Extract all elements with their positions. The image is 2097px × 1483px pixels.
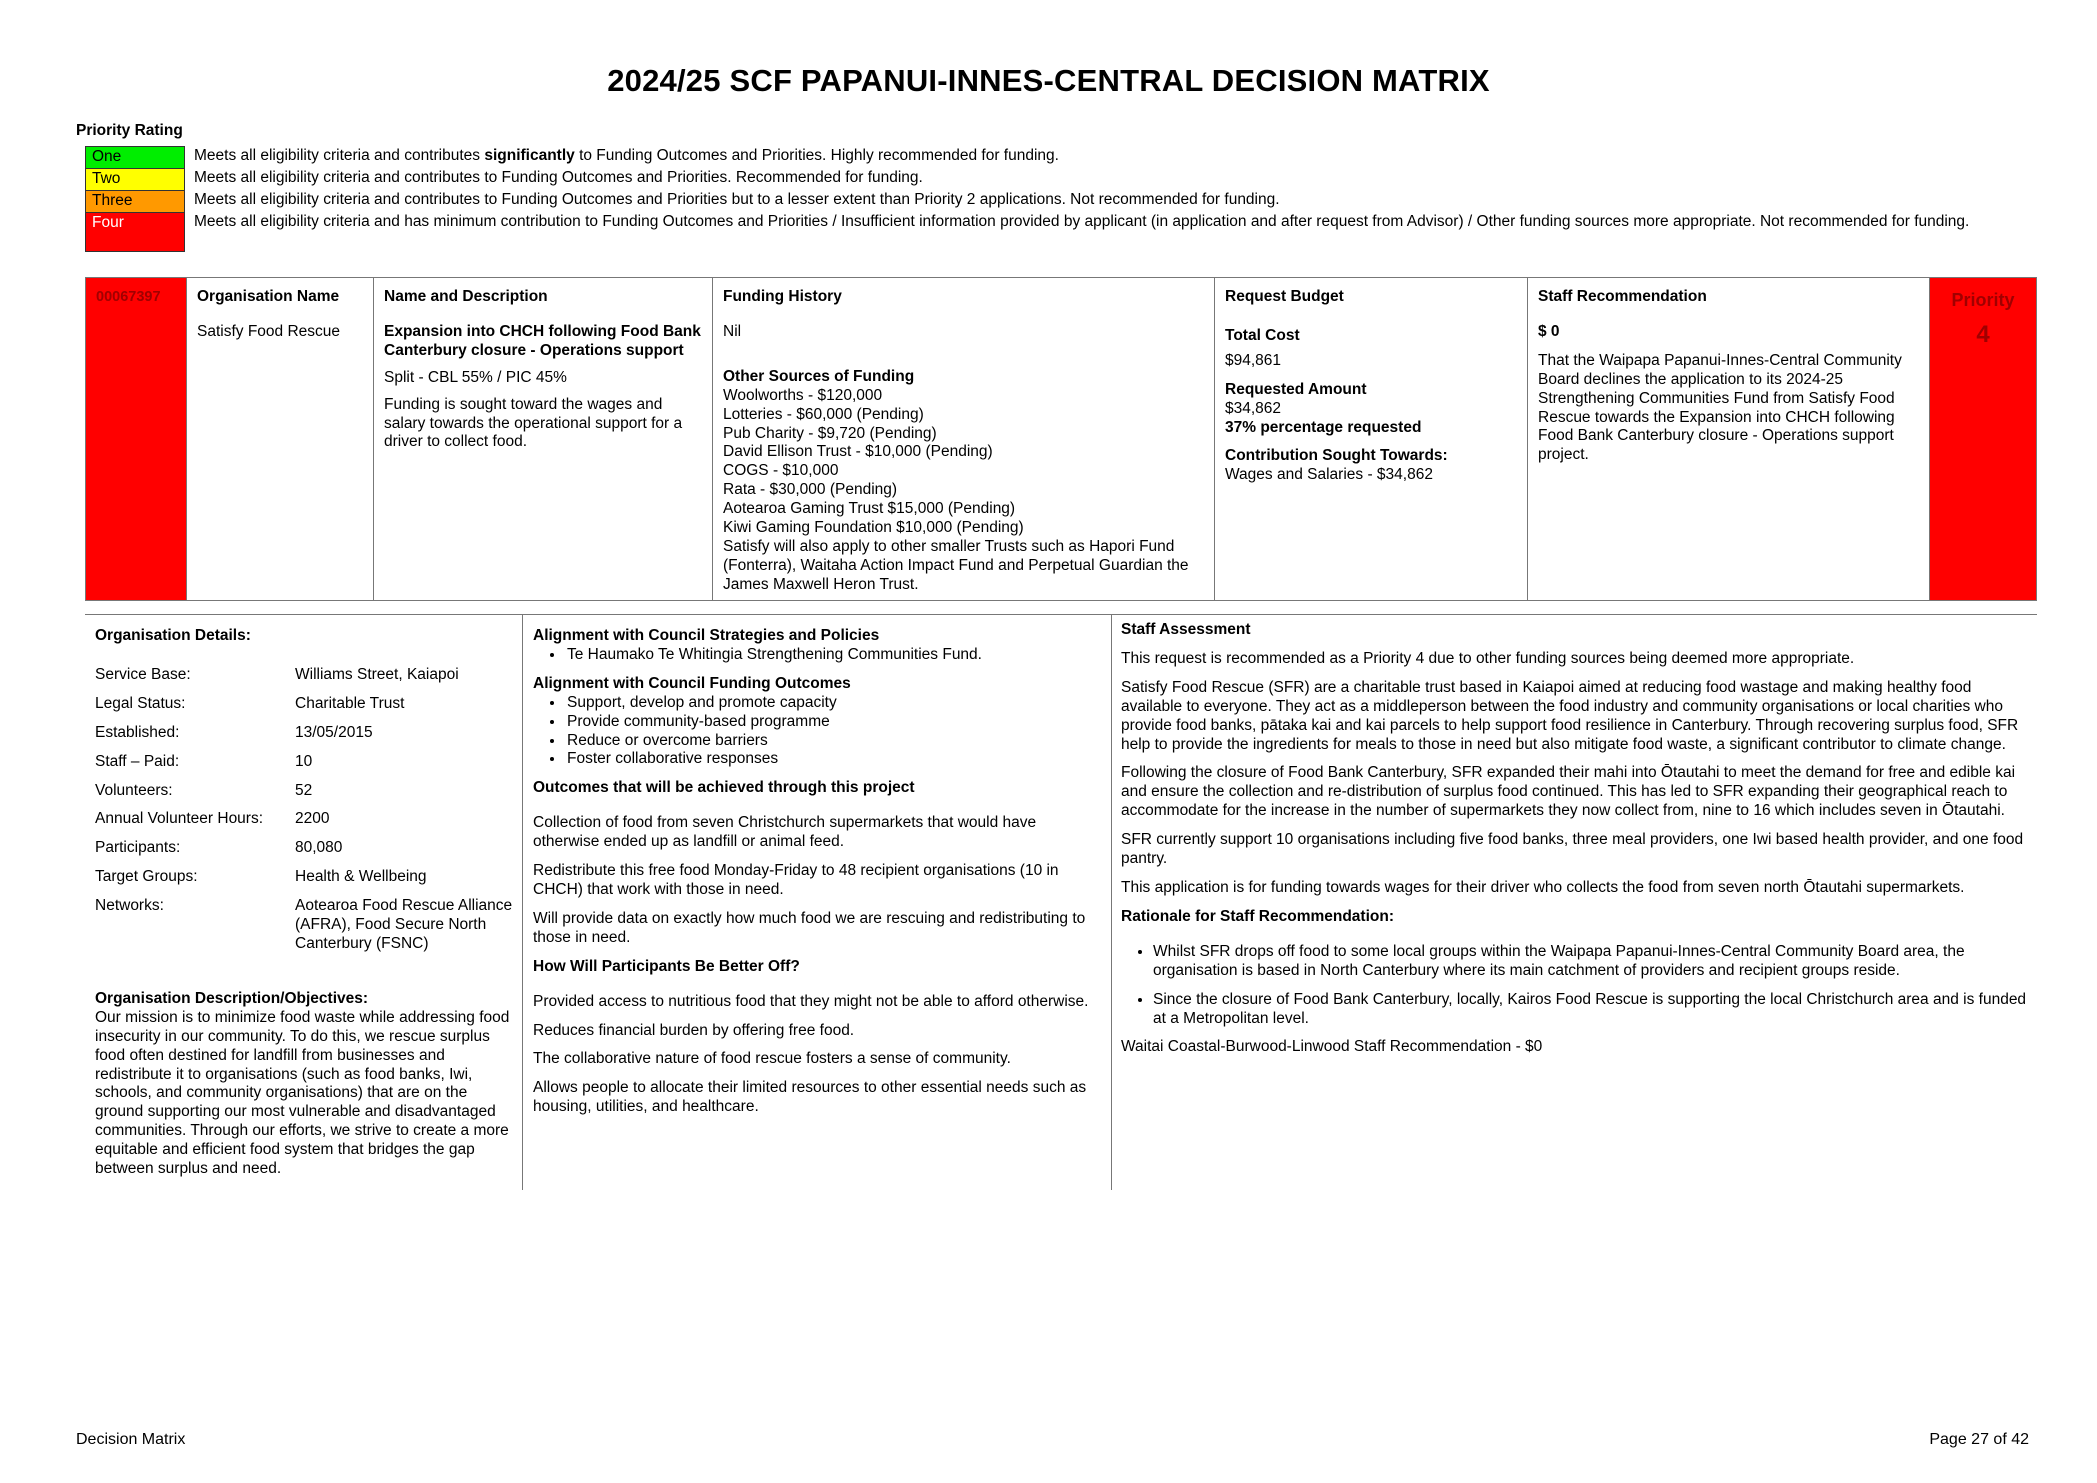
total-cost-label: Total Cost xyxy=(1225,326,1300,344)
detail-row xyxy=(95,897,513,954)
column-divider xyxy=(522,614,523,1190)
footer-page-number: Page 27 of 42 xyxy=(1929,1431,2029,1448)
detail-value: Aotearoa Food Rescue Alliance (AFRA), Food Secure North Canterbury (FSNC) xyxy=(295,897,513,952)
detail-value: 13/05/2015 xyxy=(295,723,373,741)
funding-history-header: Funding History xyxy=(723,288,842,305)
detail-key: Service Base: xyxy=(95,665,191,683)
contribution-label: Contribution Sought Towards: xyxy=(1225,447,1448,465)
outcomes-achieved-title: Outcomes that will be achieved through this project xyxy=(533,779,915,797)
detail-key: Annual Volunteer Hours: xyxy=(95,810,264,828)
priority-label-two: Two xyxy=(85,168,185,190)
priority-text-four: Meets all eligibility criteria and has minimum contribution to Funding Outcomes and Priorities / Insufficient information provided by applicant (in application and after request from Advisor) / Other funding sources more appropriate. Not recommended for funding. xyxy=(194,213,1970,230)
project-description: Funding is sought toward the wages and salary towards the operational support for a driver to collect food. xyxy=(384,395,683,451)
footer-document-name: Decision Matrix xyxy=(76,1431,186,1448)
detail-key: Participants: xyxy=(95,839,181,857)
detail-row xyxy=(95,868,513,887)
staff-recommendation-text: That the Waipapa Papanui-Innes-Central Community Board declines the application to its 2024-25 Strengthening Communities Fund from Satisfy Food Rescue towards the Expansion into CHCH following Food Bank Canterbury closure - Operations support project. xyxy=(1538,351,1902,464)
other-source-item: Woolworths - $120,000 xyxy=(723,386,883,404)
page-title: 2024/25 SCF PAPANUI-INNES-CENTRAL DECISION MATRIX xyxy=(607,63,1490,98)
detail-value: Charitable Trust xyxy=(295,694,405,712)
funding-outcomes-list xyxy=(533,694,1103,770)
other-source-item: David Ellison Trust - $10,000 (Pending) xyxy=(723,443,993,461)
funding-history-value: Nil xyxy=(723,322,742,340)
priority-cell xyxy=(1930,278,2036,600)
other-sources-header: Other Sources of Funding xyxy=(723,367,915,385)
priority-label-four: Four xyxy=(85,212,185,252)
organisation-header: Organisation Name xyxy=(197,288,340,305)
detail-row xyxy=(95,782,513,801)
detail-key: Staff – Paid: xyxy=(95,752,180,770)
alignment-column xyxy=(533,627,1103,1127)
requested-amount-value: $34,862 xyxy=(1225,399,1282,417)
funding-outcomes-title: Alignment with Council Funding Outcomes xyxy=(533,674,851,692)
staff-recommended-amount: $ 0 xyxy=(1538,322,1560,340)
better-off-paragraph: Reduces financial burden by offering free food. xyxy=(533,1021,855,1039)
list-item: • Te Haumako Te Whitingia Strengthening Communities Fund. xyxy=(565,646,1103,665)
funding-history-cell xyxy=(713,278,1215,600)
organisation-details xyxy=(95,627,513,1179)
detail-key: Established: xyxy=(95,723,180,741)
better-off-paragraph: Allows people to allocate their limited resources to other essential needs such as housing, utilities, and healthcare. xyxy=(533,1079,1087,1116)
detail-value: Health & Wellbeing xyxy=(295,868,427,886)
priority-text-two: Meets all eligibility criteria and contributes to Funding Outcomes and Priorities. Recommended for funding. xyxy=(194,169,923,186)
priority-row-three xyxy=(85,190,2005,212)
assessment-paragraph: This application is for funding towards wages for their driver who collects the food from seven north Ōtautahi supermarkets. xyxy=(1121,878,1965,896)
detail-value: 2200 xyxy=(295,810,330,828)
outcome-paragraph: Redistribute this free food Monday-Friday to 48 recipient organisations (10 in CHCH) that work with those in need. xyxy=(533,862,1059,898)
requested-amount-label: Requested Amount xyxy=(1225,380,1367,398)
detail-value: 10 xyxy=(295,752,313,770)
priority-row-one xyxy=(85,146,2005,168)
other-source-item: Satisfy will also apply to other smaller Trusts such as Hapori Fund (Fonterra), Waitaha Action Impact Fund and Perpetual Guardian the James Maxwell Heron Trust. xyxy=(723,537,1189,593)
project-title: Expansion into CHCH following Food Bank Canterbury closure - Operations support xyxy=(384,322,701,359)
detail-row xyxy=(95,810,513,829)
staff-recommendation-header: Staff Recommendation xyxy=(1538,288,1707,305)
detail-row xyxy=(95,695,513,714)
detail-row xyxy=(95,666,513,685)
organisation-details-title: Organisation Details: xyxy=(95,627,251,644)
better-off-paragraph: Provided access to nutritious food that they might not be able to afford otherwise. xyxy=(533,992,1089,1010)
list-item: • Reduce or overcome barriers xyxy=(565,732,1103,751)
priority-label-three: Three xyxy=(85,190,185,212)
detail-value: 80,080 xyxy=(295,839,343,857)
organisation-description-title: Organisation Description/Objectives: xyxy=(95,989,369,1007)
detail-key: Volunteers: xyxy=(95,781,173,799)
list-item: • Support, develop and promote capacity xyxy=(565,694,1103,713)
percentage-requested: 37% percentage requested xyxy=(1225,418,1422,436)
detail-row xyxy=(95,839,513,858)
strategies-title: Alignment with Council Strategies and Policies xyxy=(533,627,880,644)
detail-row xyxy=(95,753,513,772)
detail-key: Target Groups: xyxy=(95,868,198,886)
list-item: • Provide community-based programme xyxy=(565,713,1103,732)
summary-table xyxy=(85,277,2037,601)
other-source-item: COGS - $10,000 xyxy=(723,462,839,480)
assessment-paragraph: Satisfy Food Rescue (SFR) are a charitable trust based in Kaiapoi aimed at reducing food wastage and making healthy food available to everyone. They act as a middleperson between the food industry and community organisations or local charities who provide food banks, pātaka kai and kai parcels to help support food resilience in Canterbury. Through recovering surplus food, SFR help to provide the ingredients for meals to those in need but also mitigate food waste, a significant contributor to climate change. xyxy=(1121,678,2019,753)
section-divider xyxy=(85,614,2037,615)
priority-rating-title: Priority Rating xyxy=(76,122,183,139)
list-item: • Since the closure of Food Bank Canterbury, locally, Kairos Food Rescue is supporting the local Christchurch area and is funded at a Metropolitan level. xyxy=(1153,991,2033,1029)
priority-row-four xyxy=(85,212,2005,252)
priority-label: Priority xyxy=(1951,290,2015,310)
column-divider xyxy=(1111,614,1112,1190)
detail-key: Networks: xyxy=(95,897,164,915)
priority-legend xyxy=(85,146,2005,252)
total-cost-value: $94,861 xyxy=(1225,351,1282,369)
priority-text-one: Meets all eligibility criteria and contributes significantly to Funding Outcomes and Priorities. Highly recommended for funding. xyxy=(194,147,1059,164)
assessment-paragraph: This request is recommended as a Priority 4 due to other funding sources being deemed more appropriate. xyxy=(1121,649,1855,667)
funding-split: Split - CBL 55% / PIC 45% xyxy=(384,368,567,386)
list-item: • Foster collaborative responses xyxy=(565,750,1103,769)
organisation-name: Satisfy Food Rescue xyxy=(197,322,341,340)
detail-value: 52 xyxy=(295,781,313,799)
name-description-header: Name and Description xyxy=(384,288,548,305)
strategies-list xyxy=(533,646,1103,665)
organisation-description: Our mission is to minimize food waste while addressing food insecurity in our community. To do this, we rescue surplus food often destined for landfill from businesses and redistribute it to organisations (such as food banks, Iwi, schools, and community organisations) that are on the ground supporting our most vulnerable and disadvantaged communities. Through our efforts, we strive to create a more equitable and efficient food system that bridges the gap between surplus and need. xyxy=(95,1008,510,1178)
better-off-title: How Will Participants Be Better Off? xyxy=(533,957,800,975)
contribution-value: Wages and Salaries - $34,862 xyxy=(1225,466,1433,484)
detail-key: Legal Status: xyxy=(95,694,186,712)
priority-label-one: One xyxy=(85,146,185,168)
application-id: 00067397 xyxy=(96,289,161,305)
other-source-item: Rata - $30,000 (Pending) xyxy=(723,481,898,499)
request-budget-cell xyxy=(1215,278,1528,600)
list-item: • Whilst SFR drops off food to some local groups within the Waipapa Papanui-Innes-Central Community Board area, the organisation is based in North Canterbury where its main catchment of providers and recipient groups reside. xyxy=(1153,943,2033,981)
priority-value: 4 xyxy=(1976,320,1990,348)
organisation-cell xyxy=(187,278,374,600)
assessment-paragraph: Following the closure of Food Bank Canterbury, SFR expanded their mahi into Ōtautahi to meet the demand for free and edible kai and ensure the collection and re-distribution of surplus food continued. This has led to SFR expanding their geographical reach to accommodate for the increase in the number of supermarkets they now collect from, nine to 16 which includes seven in Ōtautahi. xyxy=(1121,764,2016,820)
other-source-item: Kiwi Gaming Foundation $10,000 (Pending) xyxy=(723,519,1024,537)
rationale-title: Rationale for Staff Recommendation: xyxy=(1121,907,1394,925)
other-source-item: Pub Charity - $9,720 (Pending) xyxy=(723,424,937,442)
staff-recommendation-cell xyxy=(1528,278,1930,600)
staff-assessment-title: Staff Assessment xyxy=(1121,621,1251,638)
name-description-cell xyxy=(374,278,713,600)
other-board-recommendation: Waitai Coastal-Burwood-Linwood Staff Recommendation - $0 xyxy=(1121,1038,1543,1056)
application-id-cell xyxy=(86,278,187,600)
other-source-item: Lotteries - $60,000 (Pending) xyxy=(723,405,924,423)
assessment-paragraph: SFR currently support 10 organisations including five food banks, three meal providers, one Iwi based health provider, and one food pantry. xyxy=(1121,831,2024,868)
staff-assessment-column xyxy=(1121,621,2033,1057)
detail-row xyxy=(95,724,513,743)
rationale-list xyxy=(1121,943,2033,1029)
better-off-paragraph: The collaborative nature of food rescue fosters a sense of community. xyxy=(533,1050,1011,1068)
priority-row-two xyxy=(85,168,2005,190)
other-source-item: Aotearoa Gaming Trust $15,000 (Pending) xyxy=(723,500,1016,518)
priority-text-three: Meets all eligibility criteria and contributes to Funding Outcomes and Priorities but to a lesser extent than Priority 2 applications. Not recommended for funding. xyxy=(194,191,1280,208)
request-budget-header: Request Budget xyxy=(1225,288,1344,305)
outcome-paragraph: Will provide data on exactly how much food we are rescuing and redistributing to those in need. xyxy=(533,909,1086,946)
detail-value: Williams Street, Kaiapoi xyxy=(295,665,459,683)
outcome-paragraph: Collection of food from seven Christchurch supermarkets that would have otherwise ended up as landfill or animal feed. xyxy=(533,814,1037,851)
